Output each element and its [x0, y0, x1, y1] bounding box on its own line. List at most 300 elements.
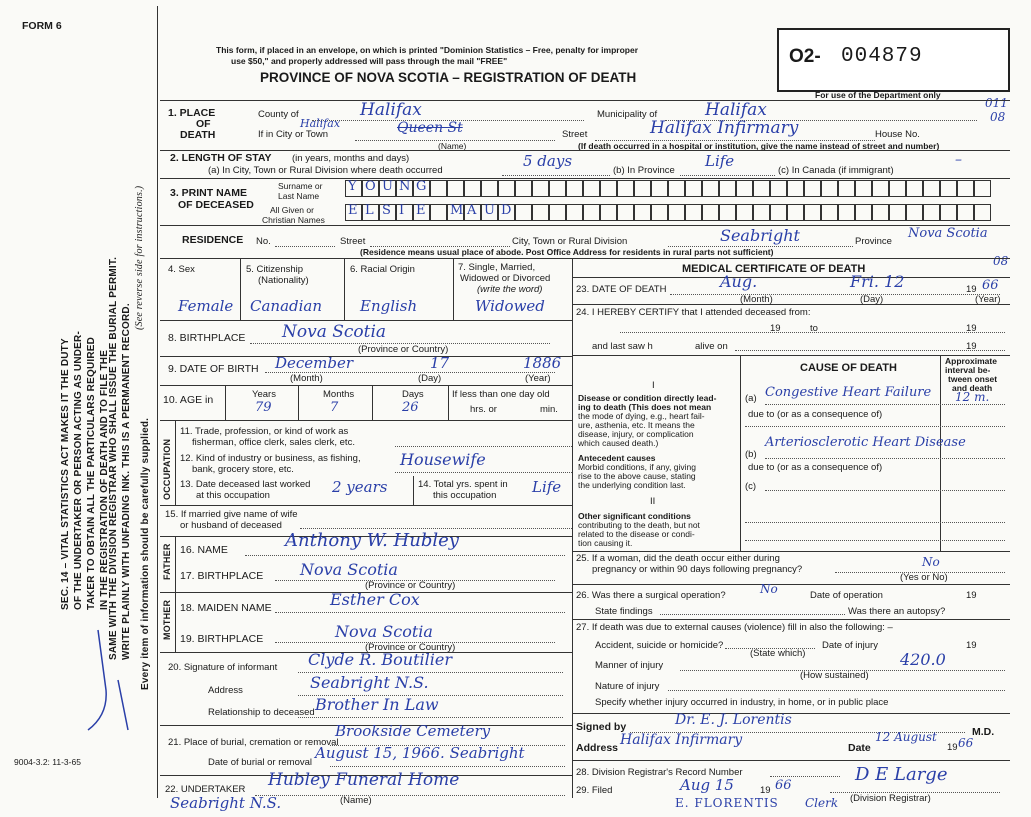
- letter-box: [753, 204, 770, 221]
- father-name-label: 16. NAME: [180, 544, 228, 556]
- citizenship-label: 5. Citizenship: [246, 264, 304, 275]
- specify-label: Specify whether injury occurred in industry, in home, or in public place: [595, 697, 889, 708]
- state-findings-label: State findings: [595, 606, 653, 617]
- letter-value: N: [399, 179, 411, 194]
- letter-box: [447, 204, 464, 221]
- letter-value: I: [399, 203, 405, 218]
- county-label: County of: [258, 109, 299, 120]
- other-1: Other significant conditions: [578, 511, 691, 521]
- residence-no-label: No.: [256, 236, 271, 247]
- maiden-name-label: 18. MAIDEN NAME: [180, 602, 272, 614]
- letter-box: [464, 180, 481, 197]
- dod-19: 19: [966, 284, 977, 295]
- letter-box: [413, 204, 430, 221]
- disease-5: disease, injury, or complication: [578, 429, 694, 439]
- letter-box: [872, 204, 889, 221]
- letter-value: G: [416, 179, 427, 194]
- letter-box: [379, 204, 396, 221]
- min-label: min.: [540, 404, 558, 415]
- length-of-stay-label: 2. LENGTH OF STAY: [170, 152, 272, 164]
- total-years-label-1: 14. Total yrs. spent in: [418, 479, 508, 490]
- age-months-value: 7: [330, 400, 339, 415]
- residence-label: RESIDENCE: [182, 234, 244, 246]
- given-label-2: Christian Names: [262, 215, 325, 225]
- dob-year-value: 1886: [523, 354, 562, 372]
- sex-label: 4. Sex: [168, 264, 195, 275]
- informant-value: Clyde R. Boutilier: [308, 650, 453, 669]
- letter-box: [685, 204, 702, 221]
- occ-industry-label-1: 12. Kind of industry or business, as fishing,: [180, 453, 361, 464]
- dept-code-2: 08: [990, 110, 1006, 124]
- sign-address-label: Address: [576, 742, 619, 754]
- disease-3: the mode of dying, e.g., heart fail-: [578, 411, 705, 421]
- letter-box: [566, 204, 583, 221]
- undertaker-address-value: Seabright N.S.: [170, 794, 282, 812]
- letter-box: [430, 204, 447, 221]
- birthplace-label: 8. BIRTHPLACE: [168, 332, 246, 344]
- residence-city-value: Seabright: [720, 226, 800, 245]
- letter-box: [498, 180, 515, 197]
- letter-box: [974, 204, 991, 221]
- racial-value: English: [360, 297, 418, 315]
- letter-box: [549, 180, 566, 197]
- yes-no-caption: (Yes or No): [900, 572, 948, 583]
- how-sustained-caption: (How sustained): [800, 670, 869, 681]
- burial-place-label: 21. Place of burial, cremation or removal: [168, 737, 339, 748]
- letter-box: [396, 204, 413, 221]
- marital-value: Widowed: [475, 297, 545, 315]
- side-instruction-7: (See reverse side for instructions.): [134, 185, 145, 330]
- letter-box: [702, 204, 719, 221]
- relationship-value: Brother In Law: [315, 695, 439, 714]
- dept-code-1: 011: [985, 96, 1008, 110]
- letter-box: [736, 180, 753, 197]
- letter-box: [906, 180, 923, 197]
- antecedent-4: the underlying condition last.: [578, 480, 686, 490]
- informant-address-value: Seabright N.S.: [310, 673, 429, 692]
- sign-date-value: 12 August: [875, 730, 937, 744]
- due-to-1: due to (or as a consequence of): [748, 409, 883, 420]
- filed-value: Aug 15: [680, 776, 734, 794]
- age-years-label: Years: [252, 389, 276, 400]
- letter-box: [804, 180, 821, 197]
- letter-box: [532, 180, 549, 197]
- accident-label: Accident, suicide or homicide?: [595, 640, 724, 651]
- alive-19: 19: [966, 341, 977, 352]
- mother-birthplace-value: Nova Scotia: [335, 622, 433, 641]
- letter-box: [770, 204, 787, 221]
- undertaker-value: Hubley Funeral Home: [268, 770, 460, 790]
- marital-label-1: 7. Single, Married,: [458, 262, 536, 273]
- spouse-label-1: 15. If married give name of wife: [165, 509, 298, 520]
- mother-birthplace-caption: (Province or Country): [365, 642, 456, 653]
- letter-value: A: [467, 203, 477, 218]
- letter-box: [362, 204, 379, 221]
- less-than-day-label: If less than one day old: [452, 389, 550, 400]
- letter-box: [396, 180, 413, 197]
- institution-value: Halifax Infirmary: [650, 118, 799, 138]
- informant-address-label: Address: [208, 685, 243, 696]
- racial-origin-label: 6. Racial Origin: [350, 264, 415, 275]
- pregnancy-label-1: 25. If a woman, did the death occur either during: [576, 553, 780, 564]
- letter-value: D: [501, 203, 512, 218]
- letter-box: [668, 204, 685, 221]
- department-use: For use of the Department only: [815, 90, 941, 100]
- letter-box: [855, 204, 872, 221]
- municipality-value: Halifax: [705, 100, 767, 120]
- letter-box: [906, 204, 923, 221]
- letter-box: [821, 180, 838, 197]
- printed-signer: E. FLORENTIS: [675, 796, 779, 810]
- stay-canada-value: –: [955, 152, 962, 168]
- letter-box: [787, 204, 804, 221]
- spouse-label-2: or husband of deceased: [180, 520, 282, 531]
- letter-box: [889, 180, 906, 197]
- last-worked-label-1: 13. Date deceased last worked: [180, 479, 311, 490]
- letter-value: S: [382, 203, 391, 218]
- external-label: 27. If death was due to external causes (violence) fill in also the following: –: [576, 622, 893, 633]
- occ-trade-label-2: fisherman, office clerk, sales clerk, etc.: [192, 437, 355, 448]
- given-label-1: All Given or: [270, 205, 314, 215]
- letter-box: [651, 204, 668, 221]
- side-instruction-4: IN THE REGISTRATION OF DEATH AND TO FILE THE: [99, 349, 110, 610]
- letter-box: [957, 180, 974, 197]
- letter-box: [532, 204, 549, 221]
- mail-notice-2: use $50," and properly addressed will pass through the mail "FREE": [231, 56, 508, 66]
- birthplace-value: Nova Scotia: [282, 322, 387, 342]
- side-instruction-6: WRITE PLAINLY WITH UNFADING INK. THIS IS A PERMANENT RECORD.: [121, 303, 132, 660]
- sign-year-value: 66: [958, 736, 974, 750]
- margin-scribble: [78, 620, 138, 740]
- certify-19b: 19: [966, 323, 977, 334]
- certify-19a: 19: [770, 323, 781, 334]
- dod-month-value: Aug.: [720, 272, 758, 291]
- cause-a-value: Congestive Heart Failure: [765, 385, 932, 400]
- marital-label-2: Widowed or Divorced: [460, 273, 551, 284]
- filed-19: 19: [760, 785, 771, 796]
- hrs-label: hrs. or: [470, 404, 497, 415]
- letter-box: [549, 204, 566, 221]
- surgery-value: No: [760, 582, 778, 596]
- cause-a-label: (a): [745, 393, 757, 404]
- pregnancy-value: No: [922, 555, 940, 569]
- marital-label-3: (write the word): [477, 284, 543, 295]
- stay-province-value: Life: [705, 152, 735, 170]
- sign-date-label: Date: [848, 742, 871, 754]
- dod-day-caption: (Day): [860, 294, 884, 305]
- letter-box: [957, 204, 974, 221]
- letter-box: [413, 180, 430, 197]
- residence-street-label: Street: [340, 236, 366, 247]
- age-days-label: Days: [402, 389, 424, 400]
- letter-box: [583, 204, 600, 221]
- letter-box: [600, 180, 617, 197]
- dob-month-value: December: [275, 354, 354, 372]
- approx-1: Approximate: [945, 356, 997, 366]
- residence-province-value: Nova Scotia: [908, 226, 988, 241]
- manner-label: Manner of injury: [595, 660, 664, 671]
- occ-trade-label-1: 11. Trade, profession, or kind of work as: [180, 426, 349, 437]
- letter-box: [770, 180, 787, 197]
- letter-box: [515, 180, 532, 197]
- letter-box: [600, 204, 617, 221]
- margin-rule: [157, 6, 158, 798]
- place-label-3: DEATH: [180, 129, 216, 141]
- letter-box: [430, 180, 447, 197]
- stay-city-value: 5 days: [523, 152, 573, 170]
- antecedent-2: Morbid conditions, if any, giving: [578, 462, 696, 472]
- letter-value: Y: [348, 179, 357, 194]
- medical-cert-title: MEDICAL CERTIFICATE OF DEATH: [682, 263, 866, 275]
- letter-box: [566, 180, 583, 197]
- certify-to: to: [810, 323, 818, 334]
- stay-city-label: (a) In City, Town or Rural Division where death occurred: [208, 165, 443, 176]
- antecedent-3: rise to the above cause, stating: [578, 471, 696, 481]
- cause-b-label: (b): [745, 449, 757, 460]
- side-instruction-8: Every item of information should be carefully supplied.: [140, 417, 151, 690]
- antecedent-1: Antecedent causes: [578, 453, 656, 463]
- div-registrar-caption: (Division Registrar): [850, 793, 931, 804]
- place-label-2: OF: [196, 118, 211, 130]
- father-label: FATHER: [162, 543, 172, 580]
- dob-label: 9. DATE OF BIRTH: [168, 363, 259, 375]
- letter-box: [634, 180, 651, 197]
- age-days-value: 26: [402, 400, 419, 415]
- total-years-label-2: this occupation: [433, 490, 497, 501]
- burial-date-value: August 15, 1966. Seabright: [315, 744, 525, 762]
- letter-box: [685, 180, 702, 197]
- total-years-value: Life: [532, 478, 562, 496]
- footer-code: 9004-3.2: 11-3-65: [14, 757, 81, 767]
- date-of-death-label: 23. DATE OF DEATH: [576, 284, 667, 295]
- letter-box: [787, 180, 804, 197]
- letter-box: [651, 180, 668, 197]
- dod-year-caption: (Year): [975, 294, 1001, 305]
- dept-code-3: 08: [993, 254, 1009, 268]
- dob-day-caption: (Day): [418, 373, 442, 384]
- age-label: 10. AGE in: [163, 394, 214, 406]
- stay-province-label: (b) In Province: [613, 165, 675, 176]
- filed-year-value: 66: [775, 778, 792, 793]
- sex-value: Female: [178, 297, 234, 315]
- registration-prefix: O2-: [789, 46, 821, 67]
- form-title: PROVINCE OF NOVA SCOTIA – REGISTRATION OF DEATH: [260, 70, 637, 85]
- letter-box: [974, 180, 991, 197]
- certify-label: 24. I HEREBY CERTIFY that I attended deceased from:: [576, 307, 811, 318]
- surname-label-1: Surname or: [278, 181, 323, 191]
- house-no-label: House No.: [875, 129, 920, 140]
- letter-box: [702, 180, 719, 197]
- other-2: contributing to the death, but not: [578, 520, 700, 530]
- letter-box: [719, 180, 736, 197]
- cause-a-interval: 12 m.: [955, 390, 990, 404]
- birthplace-caption: (Province or Country): [358, 344, 449, 355]
- other-4: tion causing it.: [578, 538, 633, 548]
- occ-industry-label-2: bank, grocery store, etc.: [192, 464, 294, 475]
- filed-label: 29. Filed: [576, 785, 613, 796]
- surname-label-2: Last Name: [278, 191, 320, 201]
- sign-19: 19: [947, 742, 958, 753]
- letter-box: [668, 180, 685, 197]
- letter-box: [923, 180, 940, 197]
- cause-c-label: (c): [745, 481, 757, 492]
- father-birthplace-label: 17. BIRTHPLACE: [180, 570, 264, 582]
- signed-by-value: Dr. E. J. Lorentis: [675, 712, 792, 728]
- other-3: related to the disease or condi-: [578, 529, 695, 539]
- length-of-stay-note: (in years, months and days): [292, 153, 410, 164]
- undertaker-label: 22. UNDERTAKER: [165, 784, 246, 795]
- letter-box: [753, 180, 770, 197]
- nature-label: Nature of injury: [595, 681, 660, 692]
- dod-year-value: 66: [982, 278, 999, 293]
- citizenship-value: Canadian: [250, 297, 323, 315]
- autopsy-label: Was there an autopsy?: [848, 606, 946, 617]
- letter-box: [447, 180, 464, 197]
- industry-value: Housewife: [400, 450, 486, 469]
- letter-box: [838, 180, 855, 197]
- letter-box: [634, 204, 651, 221]
- letter-box: [821, 204, 838, 221]
- roman-one: I: [652, 380, 655, 391]
- letter-box: [617, 204, 634, 221]
- municipality-label: Municipality of: [597, 109, 658, 120]
- letter-box: [464, 204, 481, 221]
- registration-number-box: [777, 28, 1010, 92]
- date-injury-label: Date of injury: [822, 640, 878, 651]
- letter-box: [940, 204, 957, 221]
- letter-box: [345, 180, 362, 197]
- father-name-value: Anthony W. Hubley: [285, 530, 459, 551]
- surgery-label: 26. Was there a surgical operation?: [576, 590, 726, 601]
- letter-box: [719, 204, 736, 221]
- dob-month-caption: (Month): [290, 373, 323, 384]
- dob-year-caption: (Year): [525, 373, 551, 384]
- letter-box: [855, 180, 872, 197]
- letter-box: [515, 204, 532, 221]
- city-town-value: Halifax: [300, 117, 341, 130]
- letter-box: [379, 180, 396, 197]
- letter-box: [617, 180, 634, 197]
- pregnancy-label-2: pregnancy or within 90 days following pregnancy?: [592, 564, 803, 575]
- print-name-label-1: 3. PRINT NAME: [170, 187, 248, 199]
- letter-value: L: [365, 203, 374, 218]
- disease-2: ing to death (This does not mean: [578, 402, 712, 412]
- hospital-note: (If death occurred in a hospital or institution, give the name instead of street and number): [578, 141, 940, 151]
- roman-two: II: [650, 496, 656, 507]
- nationality-label: (Nationality): [258, 275, 309, 286]
- dod-day-value: Fri. 12: [850, 272, 905, 291]
- cause-b-value: Arteriosclerotic Heart Disease: [765, 435, 966, 450]
- street-struck-value: Queen St: [397, 120, 463, 136]
- last-worked-value: 2 years: [332, 478, 388, 496]
- last-saw-label: and last saw h: [592, 341, 653, 352]
- residence-province-label: Province: [855, 236, 892, 247]
- registration-number: 004879: [841, 45, 923, 68]
- street-label: Street: [562, 129, 588, 140]
- manner-code-value: 420.0: [900, 650, 946, 669]
- mother-birthplace-label: 19. BIRTHPLACE: [180, 633, 264, 645]
- side-instruction-2: OF THE UNDERTAKER OR PERSON ACTING AS UNDER-: [73, 331, 84, 610]
- letter-box: [838, 204, 855, 221]
- sign-address-value: Halifax Infirmary: [620, 732, 743, 748]
- state-which-caption: (State which): [750, 648, 806, 659]
- last-worked-label-2: at this occupation: [196, 490, 270, 501]
- cause-of-death-title: CAUSE OF DEATH: [800, 362, 897, 374]
- burial-date-label: Date of burial or removal: [208, 757, 313, 768]
- letter-value: U: [382, 179, 393, 194]
- disease-6: which caused death.): [578, 438, 659, 448]
- dob-day-value: 17: [430, 354, 450, 372]
- printed-clerk: Clerk: [805, 796, 839, 810]
- place-label-1: 1. PLACE: [168, 107, 216, 119]
- approx-4: and death: [952, 383, 993, 393]
- letter-value: M: [450, 203, 464, 218]
- informant-label: 20. Signature of informant: [168, 662, 278, 673]
- column-divider: [572, 258, 573, 798]
- letter-value: E: [416, 203, 426, 218]
- disease-1: Disease or condition directly lead-: [578, 393, 717, 403]
- disease-4: ure, asthenia, etc. It means the: [578, 420, 695, 430]
- letter-box: [872, 180, 889, 197]
- letter-box: [940, 180, 957, 197]
- letter-box: [345, 204, 362, 221]
- letter-box: [583, 180, 600, 197]
- relationship-label: Relationship to deceased: [208, 707, 315, 718]
- signed-by-label: Signed by: [576, 721, 627, 733]
- record-number-label: 28. Division Registrar's Record Number: [576, 767, 743, 778]
- name-caption: (Name): [438, 141, 467, 151]
- undertaker-name-caption: (Name): [340, 795, 372, 806]
- alive-on-label: alive on: [695, 341, 728, 352]
- age-years-value: 79: [255, 400, 272, 415]
- md-label: M.D.: [972, 726, 995, 738]
- date-op-label: Date of operation: [810, 590, 883, 601]
- print-name-label-2: OF DECEASED: [178, 199, 254, 211]
- mother-label: MOTHER: [162, 599, 172, 640]
- father-birthplace-value: Nova Scotia: [300, 560, 398, 579]
- side-instruction-5: SAME WITH THE DIVISION REGISTRAR WHO SHALL ISSUE THE BURIAL PERMIT.: [108, 256, 119, 660]
- stay-canada-label: (c) In Canada (if immigrant): [778, 165, 894, 176]
- due-to-2: due to (or as a consequence of): [748, 462, 883, 473]
- letter-box: [481, 180, 498, 197]
- letter-box: [481, 204, 498, 221]
- age-months-label: Months: [323, 389, 355, 400]
- burial-place-value: Brookside Cemetery: [335, 722, 491, 740]
- residence-note: (Residence means usual place of abode. Post Office Address for residents in rural parts not sufficient): [360, 247, 774, 257]
- letter-box: [736, 204, 753, 221]
- letter-value: U: [484, 203, 495, 218]
- form-number: FORM 6: [22, 20, 62, 32]
- maiden-name-value: Esther Cox: [330, 590, 420, 609]
- dod-month-caption: (Month): [740, 294, 773, 305]
- letter-box: [923, 204, 940, 221]
- letter-value: O: [365, 179, 376, 194]
- mail-notice-1: This form, if placed in an envelope, on which is printed "Dominion Statistics – Free, penalty for improper: [216, 45, 639, 55]
- approx-2: interval be-: [945, 365, 991, 375]
- residence-city-label: City, Town or Rural Division: [512, 236, 628, 247]
- county-value: Halifax: [360, 100, 422, 120]
- letter-box: [804, 204, 821, 221]
- side-instruction-1: SEC. 14 – VITAL STATISTICS ACT MAKES IT THE DUTY: [60, 338, 71, 610]
- side-instruction-3: TAKER TO OBTAIN ALL THE PARTICULARS REQUIRED: [86, 336, 97, 610]
- op-19: 19: [966, 590, 977, 601]
- approx-3: tween onset: [948, 374, 998, 384]
- occupation-label: OCCUPATION: [162, 438, 172, 500]
- letter-box: [498, 204, 515, 221]
- letter-box: [362, 180, 379, 197]
- father-birthplace-caption: (Province or Country): [365, 580, 456, 591]
- letter-box: [889, 204, 906, 221]
